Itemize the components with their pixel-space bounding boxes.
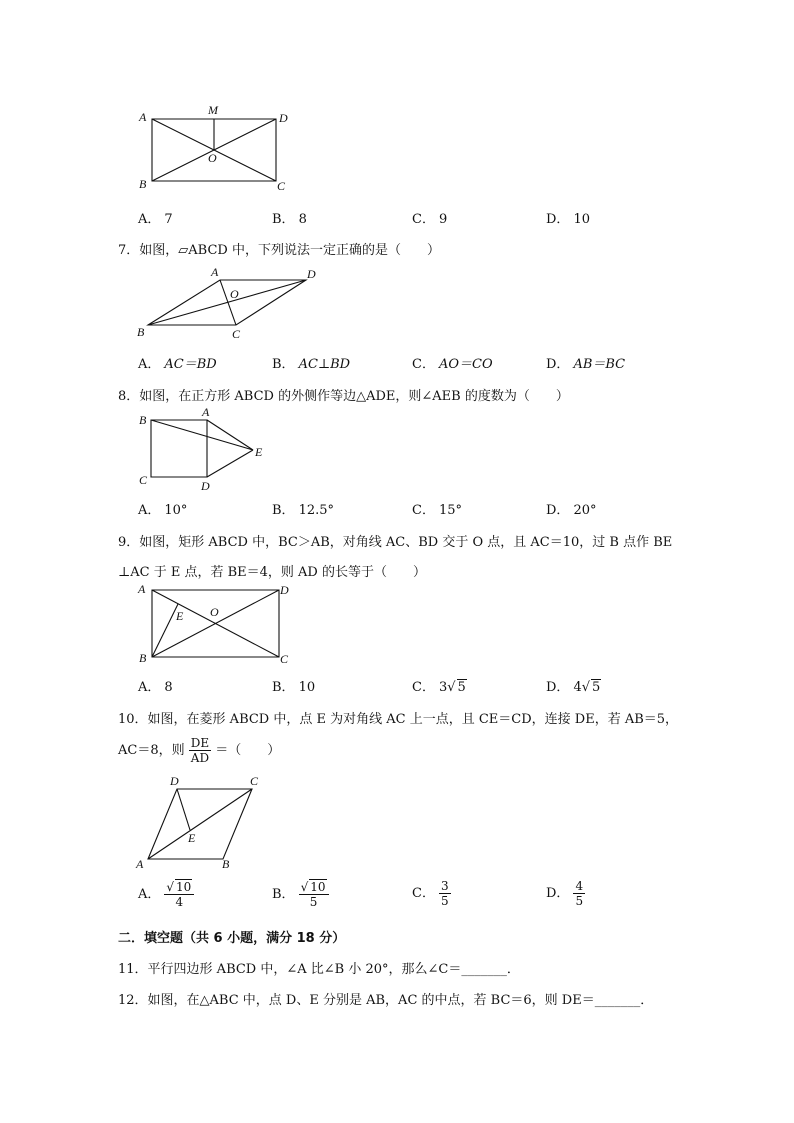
figure-q9 (130, 580, 300, 670)
point-label-a: A (136, 857, 144, 871)
q9-option-b[interactable]: B． 10 (272, 680, 316, 695)
numerator: √ 10 (164, 879, 194, 895)
point-label-o: O (210, 605, 219, 619)
q8-option-c[interactable]: C． 15° (412, 503, 462, 518)
point-label-c: C (139, 473, 148, 487)
q9-option-a[interactable]: A． 8 (138, 680, 173, 695)
question-10-line-1: 10．如图，在菱形 ABCD 中，点 E 为对角线 AC 上一点，且 CE＝CD，连接 DE，若 AB＝5， (118, 712, 679, 727)
figure-q6 (130, 100, 300, 200)
q7-option-b[interactable]: B． AC⊥BD (272, 357, 351, 372)
segment-be (151, 420, 253, 450)
q8-option-a[interactable]: A． 10° (138, 503, 188, 518)
fraction: $\frac{√ 10}{5}$ (299, 879, 329, 909)
fraction: $\frac{3}{5}$ (440, 879, 449, 908)
fraction-de-ad: $\frac{DE}{AD}$ (190, 736, 210, 765)
point-label-m: M (208, 103, 218, 117)
fraction: $\frac{√ 10}{4}$ (164, 879, 194, 909)
point-label-o: O (208, 151, 217, 165)
point-label-d: D (280, 583, 289, 597)
q6-option-b[interactable]: B． 8 (272, 212, 307, 227)
point-label-d: D (201, 479, 210, 493)
q7-option-a[interactable]: A． AC＝BD (138, 357, 217, 372)
point-label-b: B (139, 413, 147, 427)
q6-option-c[interactable]: C． 9 (412, 212, 448, 227)
q10-option-d[interactable]: D． $\frac{4}{5}$ (546, 879, 584, 908)
segment-ae (207, 420, 253, 450)
figure-q7 (130, 262, 330, 342)
point-label-b: B (137, 325, 145, 339)
q8-option-b[interactable]: B． 12.5° (272, 503, 335, 518)
sqrt-symbol: √ (581, 680, 591, 695)
point-label-a: A (139, 110, 147, 124)
q9-option-d[interactable]: D． 4√ 5 (546, 680, 601, 695)
point-label-a: A (138, 582, 146, 596)
q6-option-d[interactable]: D． 10 (546, 212, 590, 227)
point-label-d: D (307, 267, 316, 281)
q10-option-c[interactable]: C． $\frac{3}{5}$ (412, 879, 449, 908)
numerator: √ 10 (299, 879, 329, 895)
diagonal-bd (148, 280, 306, 325)
q10-option-a[interactable]: A． $\frac{√ 10}{4}$ (138, 879, 194, 909)
point-label-b: B (222, 857, 230, 871)
q8-option-d[interactable]: D． 20° (546, 503, 597, 518)
q9-option-c[interactable]: C． 3√ 5 (412, 680, 466, 695)
segment-be (152, 604, 178, 657)
point-label-a: A (211, 265, 219, 279)
question-11: 11．平行四边形 ABCD 中，∠A 比∠B 小 20°，那么∠C＝_______． (118, 962, 520, 977)
point-label-c: C (250, 774, 259, 788)
q6-option-a[interactable]: A． 7 (138, 212, 173, 227)
point-label-e: E (255, 445, 263, 459)
point-label-c: C (232, 327, 241, 341)
section-2-title: 二．填空题（共 6 小题，满分 18 分） (118, 931, 346, 946)
point-label-c: C (280, 652, 289, 666)
sqrt-symbol: √ (447, 680, 456, 695)
point-label-d: D (170, 774, 179, 788)
point-label-a: A (202, 405, 210, 419)
segment-de (177, 789, 190, 830)
point-label-c: C (277, 179, 286, 193)
question-8: 8．如图，在正方形 ABCD 的外侧作等边△ADE，则∠AEB 的度数为（ ） (118, 389, 569, 404)
question-7: 7．如图，▱ABCD 中，下列说法一定正确的是（ ） (118, 243, 440, 258)
point-label-o: O (230, 287, 239, 301)
point-label-b: B (139, 651, 147, 665)
diagonal-ac (148, 789, 252, 859)
point-label-e: E (188, 831, 196, 845)
question-9-line-1: 9．如图，矩形 ABCD 中，BC＞AB，对角线 AC、BD 交于 O 点，且 AC＝10，过 B 点作 BE (118, 535, 673, 550)
point-label-d: D (279, 111, 288, 125)
fraction: $\frac{4}{5}$ (575, 879, 584, 908)
point-label-e: E (176, 609, 184, 623)
point-label-b: B (139, 177, 147, 191)
figure-q8 (130, 404, 280, 494)
q10-option-b[interactable]: B． $\frac{√ 10}{5}$ (272, 879, 329, 909)
q7-option-d[interactable]: D． AB＝BC (546, 357, 626, 372)
question-9-line-2: ⊥AC 于 E 点，若 BE＝4，则 AD 的长等于（ ） (118, 565, 426, 580)
figure-q10 (130, 770, 280, 875)
question-12: 12．如图，在△ABC 中，点 D、E 分别是 AB，AC 的中点，若 BC＝6，则 DE＝_______． (118, 993, 654, 1008)
segment-de (207, 450, 253, 477)
question-10-line-2: AC＝8，则 $\frac{DE}{AD}$ ＝（ ） (118, 736, 281, 765)
q7-option-c[interactable]: C． AO＝CO (412, 357, 493, 372)
